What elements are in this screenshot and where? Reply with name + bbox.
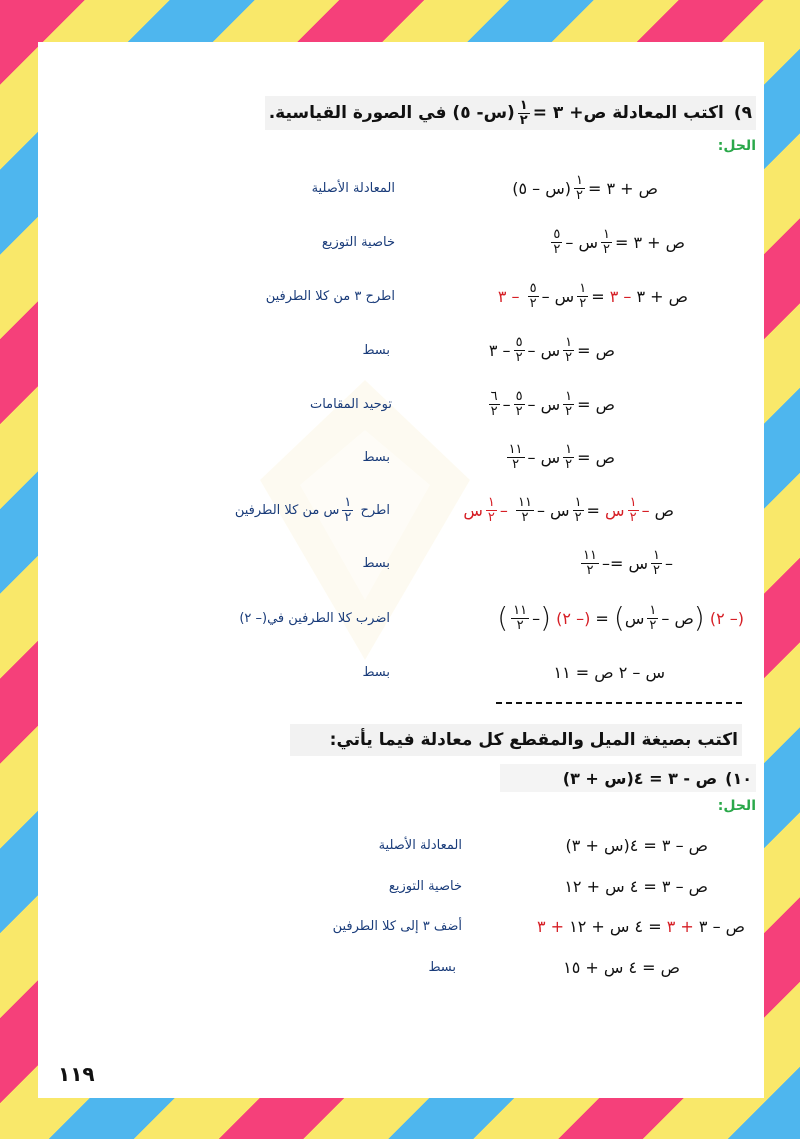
equation: ص – ٣ + ٣ = ٤ س + ١٢ + ٣ — [536, 916, 745, 936]
step-note: اطرح ٣ من كلا الطرفين — [265, 288, 395, 304]
equation: ص + ٣ – ٣ = $\frac{١}{٢}$ س – $\frac{٥}{٢}$ – ٣ — [497, 280, 688, 311]
equation: ص = $\frac{١}{٢}$ س – $\frac{٥}{٢}$ – $\frac{٦}{٢}$ — [490, 388, 615, 419]
prompt-text: اكتب المعادلة ص+ ٣ = — [532, 103, 724, 123]
question-number: ١٠) — [725, 768, 752, 788]
solution-label: الحل: — [717, 138, 756, 154]
step-note: بسط — [362, 664, 390, 680]
step-note: المعادلة الأصلية — [311, 180, 395, 196]
step-note: اضرب كلا الطرفين في(– ٢) — [239, 610, 390, 626]
step-note: بسط — [362, 449, 390, 465]
step-note: اطرح $\frac{١}{٢}$ س من كلا الطرفين — [234, 494, 390, 525]
step-note: أضف ٣ إلى كلا الطرفين — [332, 918, 462, 934]
section-title: اكتب بصيغة الميل والمقطع كل معادلة فيما يأتي: — [290, 724, 742, 756]
equation: ص – ٣ = ٤ س + ١٢ — [564, 876, 708, 896]
prompt-fraction: $\frac{١}{٢}$ — [519, 97, 528, 128]
equation: ص = $\frac{١}{٢}$ س – $\frac{٥}{٢}$ – ٣ — [488, 334, 615, 365]
q9-step-7 — [0, 490, 800, 530]
q9-step-1 — [0, 168, 800, 208]
equation: ص – $\frac{١}{٢}$ س = $\frac{١}{٢}$ س – $\frac{١١}{٢}$ – $\frac{١}{٢}$ س — [463, 494, 674, 525]
question-9-prompt — [265, 96, 756, 130]
equation: ص = $\frac{١}{٢}$ س – $\frac{١١}{٢}$ — [508, 441, 615, 472]
equation: ص + ٣ = $\frac{١}{٢}$ س – $\frac{٥}{٢}$ — [553, 226, 685, 257]
q9-step-9 — [0, 598, 800, 638]
q9-step-3 — [0, 276, 800, 316]
prompt-text-end: (س- ٥) في الصورة القياسية. — [268, 103, 515, 123]
step-note: خاصية التوزيع — [388, 878, 462, 894]
step-note: توحيد المقامات — [309, 396, 392, 412]
equation: (– ٢) ( ص – $\frac{١}{٢}$ س ) = (– ٢) ( – $\frac{١١}{٢}$ ) — [497, 601, 744, 634]
q10-step-2 — [0, 866, 800, 906]
q9-step-8 — [0, 543, 800, 583]
q10-step-3 — [0, 906, 800, 946]
q10-step-1 — [0, 825, 800, 865]
step-note: بسط — [362, 342, 390, 358]
step-note: المعادلة الأصلية — [378, 837, 462, 853]
equation: ص = ٤ س + ١٥ — [563, 957, 680, 977]
question-10-prompt — [500, 764, 756, 792]
q9-step-2 — [0, 222, 800, 262]
step-note: بسط — [428, 959, 456, 975]
solution-label-2: الحل: — [717, 798, 756, 814]
equation: ص – ٣ = ٤(س + ٣) — [565, 835, 708, 855]
question-number: ٩) — [733, 103, 752, 123]
equation: س – ٢ ص = ١١ — [553, 662, 665, 682]
q9-step-6 — [0, 437, 800, 477]
page-number: ١١٩ — [58, 1062, 95, 1086]
q9-step-4 — [0, 330, 800, 370]
step-note: بسط — [362, 555, 390, 571]
q9-step-10 — [0, 652, 800, 692]
dashed-separator — [496, 702, 742, 704]
q10-step-4 — [0, 947, 800, 987]
equation: – $\frac{١}{٢}$ س = – $\frac{١١}{٢}$ — [583, 547, 673, 578]
equation: ص + ٣ = $\frac{١}{٢}$ (س – ٥) — [512, 172, 658, 203]
q9-step-5 — [0, 384, 800, 424]
step-note: خاصية التوزيع — [321, 234, 395, 250]
prompt-text: ص - ٣ = ٤(س + ٣) — [562, 768, 718, 788]
